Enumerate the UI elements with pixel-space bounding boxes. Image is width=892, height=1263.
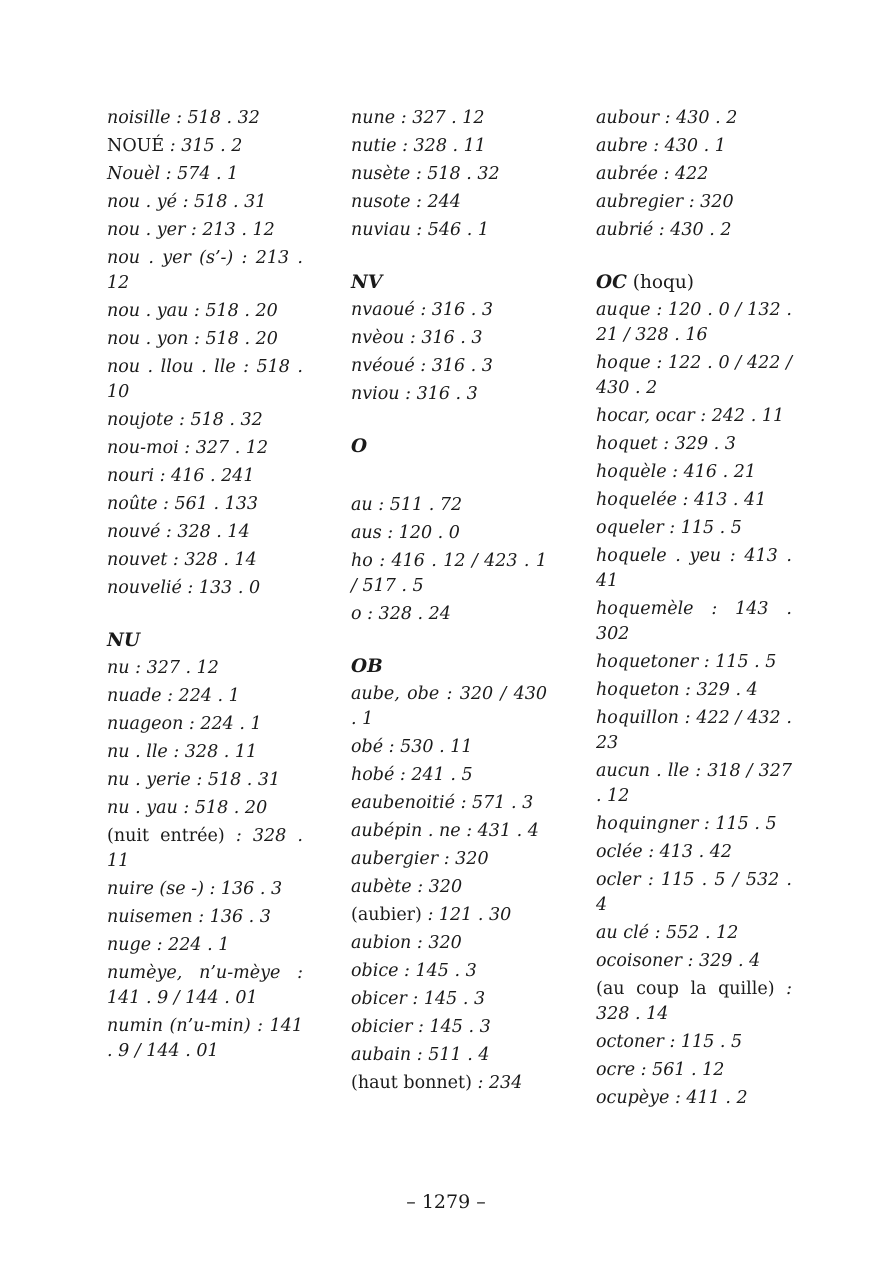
section-heading-note: (hoqu) bbox=[626, 272, 694, 293]
index-entry bbox=[596, 488, 792, 513]
index-entry bbox=[107, 576, 303, 601]
entry-text: aubre : 430 . 1 bbox=[596, 136, 726, 156]
entry-text: ocupèye : 411 . 2 bbox=[596, 1088, 748, 1108]
index-entry bbox=[351, 959, 547, 984]
index-entry bbox=[107, 740, 303, 765]
index-entry bbox=[351, 903, 547, 928]
entry-text: nu . yerie : 518 . 31 bbox=[107, 770, 281, 790]
index-entry bbox=[351, 602, 547, 627]
section-heading-text: NV bbox=[351, 272, 383, 293]
index-entry bbox=[107, 218, 303, 243]
entry-gloss: (au coup la quille) bbox=[596, 979, 775, 999]
index-entry bbox=[351, 1015, 547, 1040]
entry-text: oclée : 413 . 42 bbox=[596, 842, 733, 862]
entry-text: ocoisoner : 329 . 4 bbox=[596, 951, 761, 971]
column-3 bbox=[596, 106, 792, 1114]
index-entry bbox=[351, 682, 547, 732]
entry-text: hoqueton : 329 . 4 bbox=[596, 680, 758, 700]
index-entry bbox=[107, 327, 303, 352]
index-entry bbox=[596, 812, 792, 837]
entry-text: nu : 327 . 12 bbox=[107, 658, 219, 678]
entry-text: nou . llou . lle : 518 . 10 bbox=[107, 357, 303, 402]
index-entry bbox=[351, 735, 547, 760]
entry-text: aubépin . ne : 431 . 4 bbox=[351, 821, 539, 841]
index-entry bbox=[596, 949, 792, 974]
entry-text: hocar, ocar : 242 . 11 bbox=[596, 406, 785, 426]
entry-text: nouvet : 328 . 14 bbox=[107, 550, 257, 570]
entry-text: aubion : 320 bbox=[351, 933, 462, 953]
index-entry bbox=[596, 759, 792, 809]
entry-text: aucun . lle : 318 / 327 . 12 bbox=[596, 761, 792, 806]
entry-text: noûte : 561 . 133 bbox=[107, 494, 258, 514]
section-heading bbox=[351, 654, 547, 679]
index-entry bbox=[351, 134, 547, 159]
entry-gloss: (haut bonnet) bbox=[351, 1073, 472, 1093]
index-entry bbox=[596, 921, 792, 946]
index-entry bbox=[107, 134, 303, 159]
entry-text: hoquingner : 115 . 5 bbox=[596, 814, 777, 834]
entry-text: hoque : 122 . 0 / 422 / 430 . 2 bbox=[596, 353, 792, 398]
index-entry bbox=[596, 706, 792, 756]
index-entry bbox=[351, 1043, 547, 1068]
index-entry bbox=[107, 656, 303, 681]
entry-text: : 121 . 30 bbox=[421, 905, 512, 925]
entry-text: o : 328 . 24 bbox=[351, 604, 451, 624]
index-entry bbox=[596, 218, 792, 243]
entry-text: nvéoué : 316 . 3 bbox=[351, 356, 493, 376]
index-entry bbox=[351, 218, 547, 243]
index-entry bbox=[107, 824, 303, 874]
section-heading bbox=[596, 270, 792, 295]
entry-text: ocler : 115 . 5 / 532 . 4 bbox=[596, 870, 792, 915]
index-entry bbox=[596, 868, 792, 918]
index-entry bbox=[107, 684, 303, 709]
index-entry bbox=[107, 712, 303, 737]
index-entry bbox=[596, 678, 792, 703]
section-heading-text: OB bbox=[351, 656, 383, 677]
entry-text: aubète : 320 bbox=[351, 877, 463, 897]
column-2 bbox=[351, 106, 547, 1099]
index-entry bbox=[351, 847, 547, 872]
index-entry bbox=[107, 106, 303, 131]
entry-text: nvaoué : 316 . 3 bbox=[351, 300, 493, 320]
entry-text: nusète : 518 . 32 bbox=[351, 164, 500, 184]
index-entry bbox=[596, 162, 792, 187]
index-entry bbox=[596, 134, 792, 159]
index-entry bbox=[107, 436, 303, 461]
section-heading bbox=[351, 270, 547, 295]
entry-text: nouvelié : 133 . 0 bbox=[107, 578, 261, 598]
blank-line bbox=[351, 462, 547, 493]
index-entry bbox=[107, 877, 303, 902]
index-entry bbox=[107, 190, 303, 215]
index-entry bbox=[596, 650, 792, 675]
section-heading-text: NU bbox=[107, 630, 141, 651]
index-entry bbox=[351, 931, 547, 956]
section-heading-text: O bbox=[351, 436, 368, 457]
index-entry bbox=[351, 521, 547, 546]
entry-text: hoquelée : 413 . 41 bbox=[596, 490, 767, 510]
index-entry bbox=[351, 106, 547, 131]
entry-text: nou . yer (s’-) : 213 . 12 bbox=[107, 248, 303, 293]
index-entry bbox=[596, 1030, 792, 1055]
entry-text: : 328 . 14 bbox=[596, 979, 792, 1024]
index-entry bbox=[107, 961, 303, 1011]
entry-text: ocre : 561 . 12 bbox=[596, 1060, 725, 1080]
entry-text: hoquet : 329 . 3 bbox=[596, 434, 736, 454]
index-entry bbox=[107, 408, 303, 433]
entry-text: nu . yau : 518 . 20 bbox=[107, 798, 268, 818]
entry-text: nuade : 224 . 1 bbox=[107, 686, 240, 706]
index-entry bbox=[596, 432, 792, 457]
entry-text: noujote : 518 . 32 bbox=[107, 410, 263, 430]
index-entry bbox=[596, 106, 792, 131]
index-entry bbox=[107, 548, 303, 573]
entry-text: nuisemen : 136 . 3 bbox=[107, 907, 271, 927]
entry-text: hobé : 241 . 5 bbox=[351, 765, 473, 785]
index-entry bbox=[107, 933, 303, 958]
entry-text: auque : 120 . 0 / 132 . 21 / 328 . 16 bbox=[596, 300, 792, 345]
entry-text: aubergier : 320 bbox=[351, 849, 489, 869]
entry-text: hoquele . yeu : 413 . 41 bbox=[596, 546, 792, 591]
index-entry bbox=[596, 597, 792, 647]
entry-gloss: (nuit entrée) bbox=[107, 826, 225, 846]
entry-text: nuageon : 224 . 1 bbox=[107, 714, 262, 734]
index-entry bbox=[351, 819, 547, 844]
index-entry bbox=[107, 162, 303, 187]
entry-text: obicer : 145 . 3 bbox=[351, 989, 486, 1009]
index-entry bbox=[351, 791, 547, 816]
index-entry bbox=[351, 549, 547, 599]
index-entry bbox=[596, 351, 792, 401]
index-entry bbox=[107, 299, 303, 324]
entry-text: hoquetoner : 115 . 5 bbox=[596, 652, 777, 672]
index-entry bbox=[596, 1058, 792, 1083]
index-entry bbox=[107, 1014, 303, 1064]
index-entry bbox=[351, 298, 547, 323]
entry-text: nuviau : 546 . 1 bbox=[351, 220, 489, 240]
entry-text: aubain : 511 . 4 bbox=[351, 1045, 490, 1065]
entry-text: aube, obe : 320 / 430 . 1 bbox=[351, 684, 547, 729]
entry-text: ho : 416 . 12 / 423 . 1 / 517 . 5 bbox=[351, 551, 547, 596]
index-entry bbox=[107, 464, 303, 489]
entry-text: : 328 . 11 bbox=[107, 826, 303, 871]
entry-text: numèye, n’u-mèye : 141 . 9 / 144 . 01 bbox=[107, 963, 303, 1008]
index-entry bbox=[596, 460, 792, 485]
entry-text: nu . lle : 328 . 11 bbox=[107, 742, 258, 762]
entry-text: nou-moi : 327 . 12 bbox=[107, 438, 269, 458]
entry-text: nouvé : 328 . 14 bbox=[107, 522, 250, 542]
index-entry bbox=[596, 1086, 792, 1111]
section-heading bbox=[107, 628, 303, 653]
section-heading-text: OC bbox=[596, 272, 627, 293]
index-entry bbox=[596, 516, 792, 541]
entry-text: aubregier : 320 bbox=[596, 192, 734, 212]
index-entry bbox=[351, 382, 547, 407]
index-entry bbox=[107, 355, 303, 405]
index-entry bbox=[596, 544, 792, 594]
index-entry bbox=[351, 875, 547, 900]
index-entry bbox=[107, 768, 303, 793]
index-entry bbox=[596, 840, 792, 865]
entry-text: octoner : 115 . 5 bbox=[596, 1032, 743, 1052]
index-entry bbox=[351, 1071, 547, 1096]
entry-text: : 315 . 2 bbox=[164, 136, 243, 156]
index-entry bbox=[351, 493, 547, 518]
entry-gloss: (aubier) bbox=[351, 905, 422, 925]
entry-gloss: NOUÉ bbox=[107, 136, 165, 156]
entry-text: obicier : 145 . 3 bbox=[351, 1017, 491, 1037]
entry-text: nou . yer : 213 . 12 bbox=[107, 220, 275, 240]
index-entry bbox=[351, 326, 547, 351]
index-entry bbox=[596, 404, 792, 429]
entry-text: nou . yon : 518 . 20 bbox=[107, 329, 278, 349]
entry-text: nouri : 416 . 241 bbox=[107, 466, 255, 486]
entry-text: aubour : 430 . 2 bbox=[596, 108, 738, 128]
index-entry bbox=[351, 763, 547, 788]
index-entry bbox=[107, 246, 303, 296]
entry-text: nuge : 224 . 1 bbox=[107, 935, 230, 955]
index-entry bbox=[596, 298, 792, 348]
index-entry bbox=[107, 492, 303, 517]
entry-text: aus : 120 . 0 bbox=[351, 523, 460, 543]
section-heading bbox=[351, 434, 547, 459]
index-entry bbox=[107, 796, 303, 821]
index-entry bbox=[351, 987, 547, 1012]
entry-text: nviou : 316 . 3 bbox=[351, 384, 478, 404]
entry-text: hoquèle : 416 . 21 bbox=[596, 462, 756, 482]
index-entry bbox=[107, 520, 303, 545]
entry-text: oqueler : 115 . 5 bbox=[596, 518, 742, 538]
entry-text: hoquemèle : 143 . 302 bbox=[596, 599, 792, 644]
entry-text: nou . yé : 518 . 31 bbox=[107, 192, 267, 212]
entry-text: obé : 530 . 11 bbox=[351, 737, 473, 757]
entry-text: au : 511 . 72 bbox=[351, 495, 463, 515]
entry-text: nou . yau : 518 . 20 bbox=[107, 301, 278, 321]
entry-text: nune : 327 . 12 bbox=[351, 108, 485, 128]
entry-text: : 234 bbox=[471, 1073, 523, 1093]
entry-text: hoquillon : 422 / 432 . 23 bbox=[596, 708, 792, 753]
index-entry bbox=[351, 354, 547, 379]
index-entry bbox=[107, 905, 303, 930]
entry-text: nvèou : 316 . 3 bbox=[351, 328, 483, 348]
entry-text: eaubenoitié : 571 . 3 bbox=[351, 793, 534, 813]
page-number: – 1279 – bbox=[406, 1191, 486, 1213]
entry-text: aubrée : 422 bbox=[596, 164, 709, 184]
entry-text: aubrié : 430 . 2 bbox=[596, 220, 732, 240]
index-entry bbox=[351, 190, 547, 215]
entry-text: obice : 145 . 3 bbox=[351, 961, 477, 981]
entry-text: Nouèl : 574 . 1 bbox=[107, 164, 239, 184]
entry-text: nuire (se -) : 136 . 3 bbox=[107, 879, 283, 899]
entry-text: noisille : 518 . 32 bbox=[107, 108, 260, 128]
entry-text: numin (n’u-min) : 141 . 9 / 144 . 01 bbox=[107, 1016, 303, 1061]
entry-text: nusote : 244 bbox=[351, 192, 461, 212]
index-entry bbox=[596, 977, 792, 1027]
index-entry bbox=[596, 190, 792, 215]
index-entry bbox=[351, 162, 547, 187]
entry-text: nutie : 328 . 11 bbox=[351, 136, 486, 156]
entry-text: au clé : 552 . 12 bbox=[596, 923, 739, 943]
column-1 bbox=[107, 106, 303, 1067]
